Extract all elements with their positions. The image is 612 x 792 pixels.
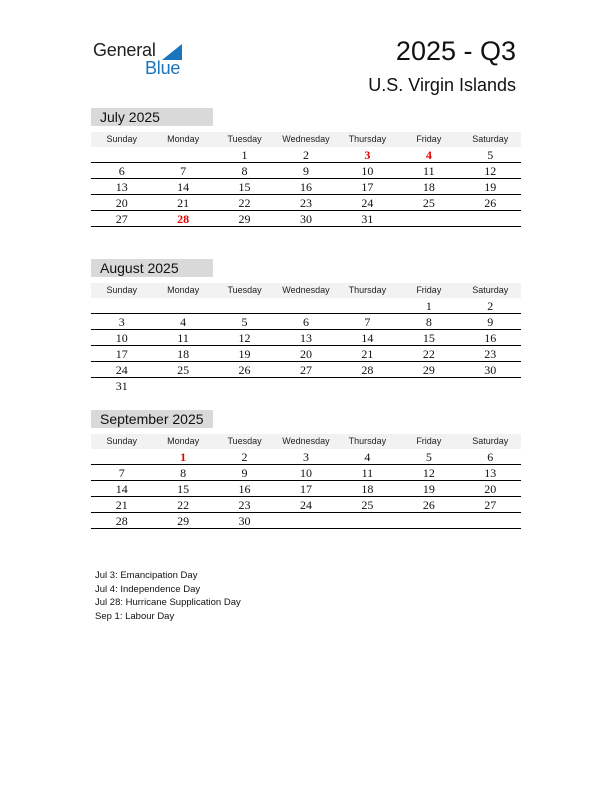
day-cell: 7 — [180, 164, 187, 178]
month-title: July 2025 — [91, 108, 213, 126]
day-cell: 29 — [177, 514, 190, 528]
day-cell: 28 — [361, 363, 374, 377]
logo-word-general: General — [93, 40, 156, 60]
weekday-label: Tuesday — [227, 285, 262, 295]
weekday-label: Saturday — [472, 134, 509, 144]
week-row — [91, 330, 521, 346]
month-title: September 2025 — [91, 410, 213, 428]
day-cell: 20 — [484, 482, 497, 496]
day-cell: 3 — [302, 450, 309, 464]
week-row — [91, 513, 521, 529]
day-cell: 24 — [299, 498, 312, 512]
day-cell — [460, 378, 521, 394]
weekday-label: Sunday — [106, 134, 137, 144]
day-cell: 25 — [361, 498, 374, 512]
weekday-label: Sunday — [106, 436, 137, 446]
day-cell: 18 — [422, 180, 435, 194]
week-row — [91, 195, 521, 211]
day-cell — [398, 211, 459, 226]
day-cell: 25 — [422, 196, 435, 210]
day-cell — [91, 298, 152, 313]
weekday-header-row — [91, 283, 521, 298]
day-cell: 19 — [484, 180, 497, 194]
month-september — [91, 410, 521, 529]
day-cell: 4 — [180, 315, 187, 329]
week-row — [91, 314, 521, 330]
day-cell: 9 — [241, 466, 248, 480]
weekday-label: Thursday — [348, 134, 387, 144]
day-cell: 20 — [299, 347, 312, 361]
holiday-note: Jul 28: Hurricane Supplication Day — [95, 597, 241, 608]
day-cell — [214, 298, 275, 313]
weekday-label: Thursday — [348, 436, 387, 446]
day-cell: 11 — [361, 466, 374, 480]
day-cell — [91, 449, 152, 464]
week-row — [91, 147, 521, 163]
day-cell: 22 — [177, 498, 190, 512]
day-cell: 5 — [487, 148, 494, 162]
day-cell: 14 — [177, 180, 190, 194]
day-cell: 12 — [422, 466, 435, 480]
day-cell: 24 — [115, 363, 128, 377]
day-cell: 10 — [299, 466, 312, 480]
day-cell: 9 — [487, 315, 494, 329]
week-row — [91, 449, 521, 465]
weekday-label: Wednesday — [282, 285, 330, 295]
day-cell — [275, 378, 336, 394]
day-cell: 30 — [238, 514, 251, 528]
day-cell: 13 — [115, 180, 128, 194]
day-cell: 26 — [422, 498, 435, 512]
day-cell: 26 — [484, 196, 497, 210]
day-cell: 2 — [302, 148, 309, 162]
day-cell: 7 — [364, 315, 371, 329]
day-cell: 4 — [364, 450, 371, 464]
weekday-label: Friday — [416, 436, 442, 446]
day-cell: 10 — [115, 331, 128, 345]
day-cell: 21 — [115, 498, 128, 512]
day-cell: 23 — [238, 498, 251, 512]
day-cell: 29 — [422, 363, 435, 377]
week-row — [91, 179, 521, 195]
day-cell: 5 — [425, 450, 432, 464]
day-cell: 5 — [241, 315, 248, 329]
week-row — [91, 378, 521, 394]
day-cell — [398, 378, 459, 394]
weekday-label: Monday — [167, 436, 200, 446]
weekday-label: Monday — [167, 285, 200, 295]
day-cell: 17 — [361, 180, 374, 194]
day-cell — [460, 513, 521, 528]
day-cell: 8 — [180, 466, 187, 480]
weekday-label: Tuesday — [227, 436, 262, 446]
day-cell: 3 — [364, 148, 371, 162]
holiday-notes — [95, 569, 241, 623]
day-cell: 16 — [484, 331, 497, 345]
weekday-label: Friday — [416, 134, 442, 144]
day-cell — [91, 147, 152, 162]
weekday-label: Friday — [416, 285, 442, 295]
day-cell: 27 — [484, 498, 497, 512]
day-cell: 15 — [238, 180, 251, 194]
week-row — [91, 362, 521, 378]
week-row — [91, 346, 521, 362]
day-cell — [337, 298, 398, 313]
weekday-label: Wednesday — [282, 134, 330, 144]
day-cell — [152, 378, 213, 394]
day-cell: 19 — [238, 347, 251, 361]
week-row — [91, 465, 521, 481]
day-cell: 8 — [241, 164, 248, 178]
weekday-header-row — [91, 434, 521, 449]
logo — [93, 40, 193, 80]
day-cell: 19 — [422, 482, 435, 496]
day-cell: 2 — [241, 450, 248, 464]
day-cell: 6 — [487, 450, 494, 464]
day-cell: 1 — [180, 450, 187, 464]
page-title: 2025 - Q3 — [395, 36, 516, 66]
weekday-label: Monday — [167, 134, 200, 144]
day-cell — [275, 513, 336, 528]
day-cell — [398, 513, 459, 528]
day-cell: 13 — [484, 466, 497, 480]
day-cell: 20 — [115, 196, 128, 210]
day-cell: 31 — [115, 379, 128, 393]
holiday-note: Jul 4: Independence Day — [95, 583, 201, 595]
holiday-note: Jul 3: Emancipation Day — [95, 570, 198, 581]
day-cell: 4 — [425, 148, 432, 162]
week-row — [91, 298, 521, 314]
day-cell: 28 — [115, 514, 128, 528]
weekday-label: Wednesday — [282, 436, 330, 446]
day-cell: 29 — [238, 212, 251, 226]
day-cell: 15 — [177, 482, 190, 496]
week-row — [91, 211, 521, 227]
day-cell: 1 — [425, 299, 432, 313]
week-row — [91, 481, 521, 497]
week-row — [91, 497, 521, 513]
day-cell: 12 — [484, 164, 497, 178]
day-cell: 3 — [118, 315, 125, 329]
holiday-note: Sep 1: Labour Day — [95, 610, 175, 622]
day-cell — [152, 147, 213, 162]
day-cell: 25 — [177, 363, 190, 377]
day-cell: 11 — [423, 164, 435, 178]
weekday-label: Saturday — [472, 285, 509, 295]
day-cell: 21 — [177, 196, 190, 210]
day-cell: 23 — [484, 347, 497, 361]
weekday-label: Thursday — [348, 285, 387, 295]
day-cell: 17 — [299, 482, 312, 496]
day-cell: 30 — [484, 363, 497, 377]
day-cell: 8 — [425, 315, 432, 329]
day-cell: 17 — [115, 347, 128, 361]
day-cell: 14 — [115, 482, 128, 496]
day-cell: 12 — [238, 331, 251, 345]
weekday-label: Tuesday — [227, 134, 262, 144]
day-cell: 26 — [238, 363, 251, 377]
day-cell: 27 — [115, 212, 128, 226]
day-cell: 10 — [361, 164, 374, 178]
day-cell — [214, 378, 275, 394]
month-july — [91, 108, 521, 227]
weekday-label: Saturday — [472, 436, 509, 446]
day-cell: 24 — [361, 196, 374, 210]
day-cell — [337, 378, 398, 394]
day-cell: 11 — [177, 331, 189, 345]
month-august — [91, 259, 521, 394]
day-cell: 18 — [361, 482, 374, 496]
day-cell — [460, 211, 521, 226]
day-cell: 28 — [177, 212, 190, 226]
day-cell — [275, 298, 336, 313]
day-cell: 6 — [118, 164, 125, 178]
day-cell: 23 — [299, 196, 312, 210]
day-cell: 7 — [118, 466, 125, 480]
day-cell — [337, 513, 398, 528]
day-cell: 16 — [299, 180, 312, 194]
day-cell: 30 — [299, 212, 312, 226]
day-cell: 14 — [361, 331, 374, 345]
day-cell — [152, 298, 213, 313]
weekday-label: Sunday — [106, 285, 137, 295]
day-cell: 13 — [299, 331, 312, 345]
logo-word-blue: Blue — [145, 58, 181, 78]
page-subtitle: U.S. Virgin Islands — [368, 75, 516, 95]
day-cell: 22 — [422, 347, 435, 361]
day-cell: 2 — [487, 299, 494, 313]
week-row — [91, 163, 521, 179]
day-cell: 31 — [361, 212, 374, 226]
day-cell: 15 — [422, 331, 435, 345]
day-cell: 27 — [299, 363, 312, 377]
day-cell: 22 — [238, 196, 251, 210]
weekday-header-row — [91, 132, 521, 147]
day-cell: 1 — [241, 148, 248, 162]
day-cell: 21 — [361, 347, 374, 361]
day-cell: 18 — [177, 347, 190, 361]
day-cell: 6 — [302, 315, 309, 329]
day-cell: 9 — [302, 164, 309, 178]
month-title: August 2025 — [91, 259, 213, 277]
day-cell: 16 — [238, 482, 251, 496]
